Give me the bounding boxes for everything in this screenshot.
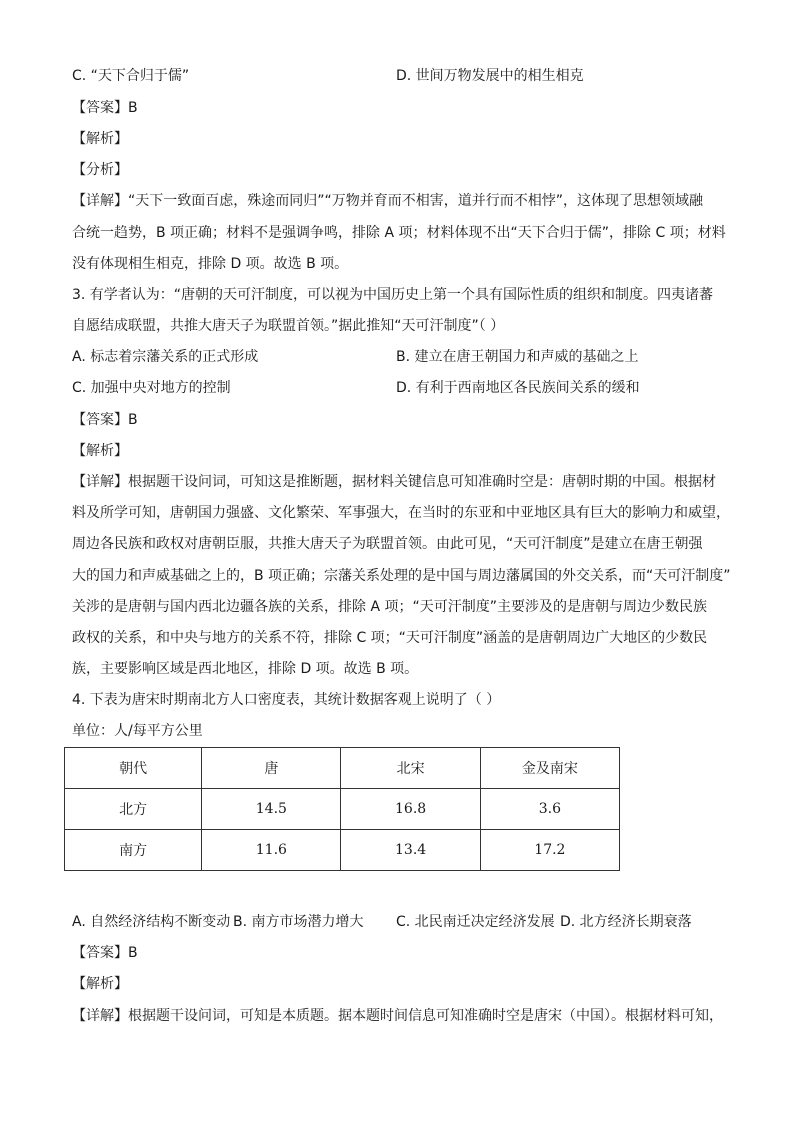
table-cell: 13.4 <box>341 830 480 871</box>
table-header-cell: 北宋 <box>341 748 480 789</box>
q4-option-d: D. 北方经济长期衰落 <box>560 914 692 930</box>
q2-option-d: D. 世间万物发展中的相生相克 <box>396 68 584 84</box>
q4-option-c: C. 北民南迁决定经济发展 <box>396 914 555 930</box>
table-header-cell: 朝代 <box>65 748 202 789</box>
q3-answer: 【答案】B <box>72 412 138 428</box>
population-density-table <box>64 747 620 871</box>
q3-stem-line-2: 自愿结成联盟，共推大唐天子为联盟首领。”据此推知“天可汗制度”（ ） <box>72 318 505 334</box>
table-header-cell: 唐 <box>202 748 341 789</box>
q4-stem: 4. 下表为唐宋时期南北方人口密度表，其统计数据客观上说明了（ ） <box>72 692 501 708</box>
q2-detail-line-3: 没有体现相生相克，排除 D 项。故选 B 项。 <box>72 256 349 272</box>
q3-option-d: D. 有利于西南地区各民族间关系的缓和 <box>396 380 640 396</box>
q2-analysis-label: 【解析】 <box>72 131 128 147</box>
q3-detail-line-2: 料及所学可知，唐朝国力强盛、文化繁荣、军事强大，在当时的东亚和中亚地区具有巨大的影响力和威望， <box>72 505 730 521</box>
q2-detail-line-2: 合统一趋势，B 项正确；材料不是强调争鸣，排除 A 项；材料体现不出“天下合归于儒”，排除 C 项；材料 <box>72 225 726 241</box>
q2-answer: 【答案】B <box>72 100 138 116</box>
q3-detail-line-4: 大的国力和声威基础之上的，B 项正确；宗藩关系处理的是中国与周边藩属国的外交关系，而“天可汗制度” <box>72 568 731 584</box>
table-header-row <box>65 748 620 789</box>
q3-stem-line-1: 3. 有学者认为：“唐朝的天可汗制度，可以视为中国历史上第一个具有国际性质的组织和制度。四夷诸蕃 <box>72 287 714 303</box>
q4-option-a: A. 自然经济结构不断变动 <box>72 914 231 930</box>
table-cell: 北方 <box>65 789 202 830</box>
table-cell: 17.2 <box>480 830 619 871</box>
q2-fenxi-label: 【分析】 <box>72 162 128 178</box>
q2-detail-line-1: 【详解】“天下一致面百虑，殊途而同归”“万物并育而不相害，道并行而不相悖”，这体现了思想领域融 <box>72 193 704 209</box>
table-cell: 16.8 <box>341 789 480 830</box>
table-row <box>65 789 620 830</box>
q3-detail-line-5: 关涉的是唐朝与国内西北边疆各族的关系，排除 A 项；“天可汗制度”主要涉及的是唐朝与周边少数民族 <box>72 599 707 615</box>
table-row <box>65 830 620 871</box>
q3-detail-line-6: 政权的关系，和中央与地方的关系不符，排除 C 项；“天可汗制度”涵盖的是唐朝周边广大地区的少数民 <box>72 630 708 646</box>
q4-option-b: B. 南方市场潜力增大 <box>233 914 364 930</box>
q3-option-b: B. 建立在唐王朝国力和声威的基础之上 <box>396 349 639 365</box>
q4-unit-label: 单位：人/每平方公里 <box>72 723 203 739</box>
q4-analysis-label: 【解析】 <box>72 976 128 992</box>
table-cell: 南方 <box>65 830 202 871</box>
table-cell: 14.5 <box>202 789 341 830</box>
q2-option-c: C. “天下合归于儒” <box>72 68 190 84</box>
q3-option-a: A. 标志着宗藩关系的正式形成 <box>72 349 259 365</box>
table-header-cell: 金及南宋 <box>480 748 619 789</box>
table-cell: 11.6 <box>202 830 341 871</box>
q3-detail-line-1: 【详解】根据题干设问词，可知这是推断题，据材料关键信息可知准确时空是：唐朝时期的中国。根据材 <box>72 474 716 490</box>
q3-detail-line-7: 族，主要影响区域是西北地区，排除 D 项。故选 B 项。 <box>72 661 419 677</box>
q3-analysis-label: 【解析】 <box>72 443 128 459</box>
q4-answer: 【答案】B <box>72 945 138 961</box>
table-cell: 3.6 <box>480 789 619 830</box>
q3-option-c: C. 加强中央对地方的控制 <box>72 380 231 396</box>
q4-detail-line-1: 【详解】根据题干设问词，可知是本质题。据本题时间信息可知准确时空是唐宋（中国）。根据材料可知， <box>72 1008 723 1024</box>
q3-detail-line-3: 周边各民族和政权对唐朝臣服，共推大唐天子为联盟首领。由此可见，“天可汗制度”是建立在唐王朝强 <box>72 536 703 552</box>
